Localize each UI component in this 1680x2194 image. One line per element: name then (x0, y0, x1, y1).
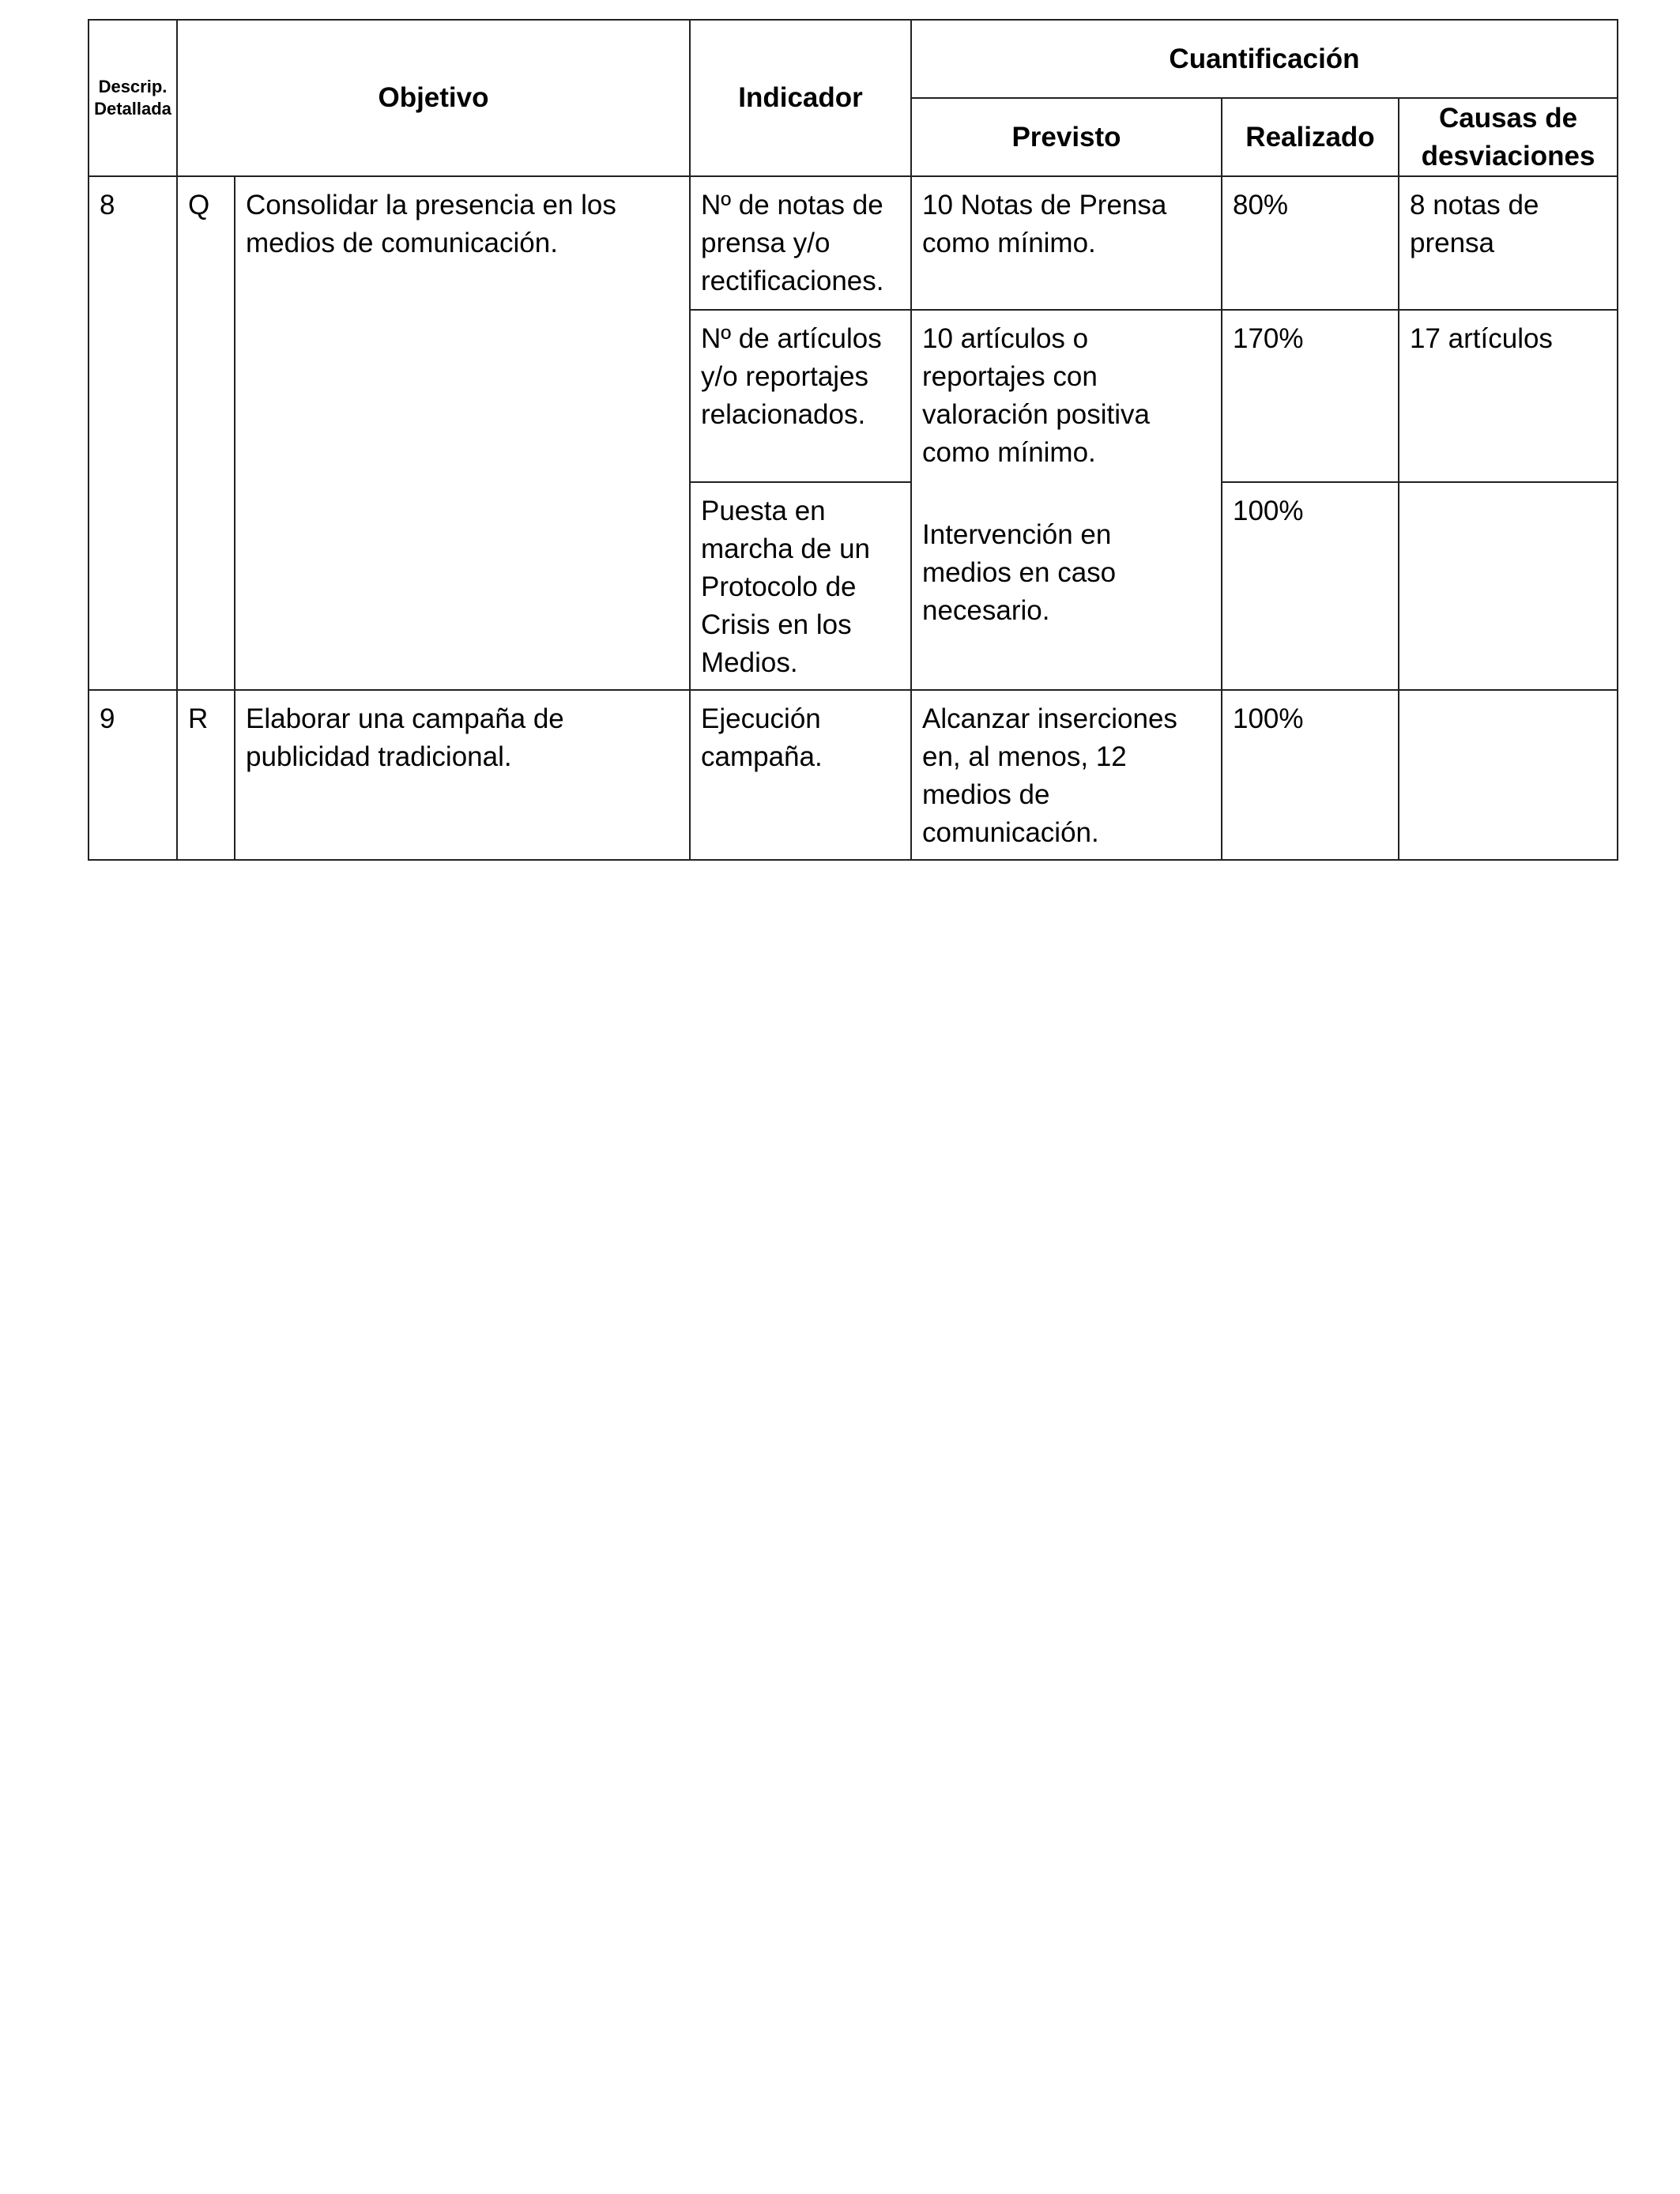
causas-line: 17 artículos (1410, 323, 1553, 354)
indicador-line: relacionados. (701, 399, 866, 430)
indicador-line: Puesta en (701, 496, 826, 526)
realizado-cell: 100% (1222, 482, 1399, 690)
causas-cell (1399, 482, 1618, 690)
realizado-cell: 80% (1222, 176, 1399, 310)
indicador-line: Medios. (701, 647, 798, 678)
objetivo-line: publicidad tradicional. (246, 741, 512, 772)
objetivo-line: medios de comunicación. (246, 228, 558, 258)
objetivo-line: Elaborar una campaña de (246, 703, 564, 734)
previsto-line: medios de (922, 779, 1050, 810)
causas-cell (1399, 690, 1618, 860)
indicador-cell (690, 482, 911, 690)
indicador-line: Protocolo de (701, 571, 857, 602)
previsto-line: medios en caso (922, 557, 1117, 588)
row-type: R (177, 690, 235, 860)
previsto-cell (911, 690, 1222, 860)
previsto-line: Alcanzar inserciones (922, 703, 1177, 734)
previsto-cell (911, 176, 1222, 310)
row-number: 9 (89, 690, 177, 860)
previsto-block (922, 320, 1211, 472)
indicador-cell (690, 690, 911, 860)
objetivo-cell (235, 690, 690, 860)
previsto-line: como mínimo. (922, 228, 1096, 258)
header-descrip-line2: Detallada (94, 99, 171, 119)
indicador-line: Ejecución (701, 703, 821, 734)
previsto-line: 10 Notas de Prensa (922, 190, 1167, 221)
indicador-line: prensa y/o (701, 228, 831, 258)
indicador-line: Nº de notas de (701, 190, 883, 221)
previsto-block (922, 516, 1211, 630)
previsto-line: necesario. (922, 595, 1050, 626)
header-objetivo: Objetivo (177, 20, 690, 176)
previsto-line: en, al menos, 12 (922, 741, 1127, 772)
previsto-line: Intervención en (922, 519, 1112, 550)
table-row (89, 176, 1618, 310)
indicador-line: Nº de artículos (701, 323, 882, 354)
header-previsto: Previsto (911, 98, 1222, 176)
header-indicador: Indicador (690, 20, 911, 176)
indicador-line: campaña. (701, 741, 823, 772)
row-number: 8 (89, 176, 177, 690)
previsto-line: como mínimo. (922, 437, 1096, 468)
indicador-line: marcha de un (701, 533, 871, 564)
header-causas (1399, 98, 1618, 176)
causas-line: 8 notas de (1410, 190, 1539, 221)
previsto-line: reportajes con (922, 361, 1098, 392)
objetivo-line: Consolidar la presencia en los (246, 190, 616, 221)
header-realizado: Realizado (1222, 98, 1399, 176)
header-descrip-line1: Descrip. (98, 77, 168, 96)
header-causas-line1: Causas de (1438, 102, 1578, 134)
realizado-cell: 170% (1222, 310, 1399, 482)
previsto-line: comunicación. (922, 817, 1099, 848)
indicador-line: Crisis en los (701, 609, 852, 640)
previsto-line: valoración positiva (922, 399, 1150, 430)
indicador-line: y/o reportajes (701, 361, 869, 392)
objetivo-cell (235, 176, 690, 690)
realizado-cell: 100% (1222, 690, 1399, 860)
previsto-cell-merged (911, 310, 1222, 690)
causas-cell (1399, 310, 1618, 482)
causas-line: prensa (1410, 228, 1495, 258)
header-causas-line2: desviaciones (1421, 140, 1595, 172)
table-row (89, 690, 1618, 860)
objectives-table (88, 19, 1618, 861)
header-cuantificacion: Cuantificación (911, 20, 1618, 98)
indicador-cell (690, 176, 911, 310)
row-type: Q (177, 176, 235, 690)
indicador-line: rectificaciones. (701, 266, 884, 296)
previsto-line: 10 artículos o (922, 323, 1089, 354)
causas-cell (1399, 176, 1618, 310)
indicador-cell (690, 310, 911, 482)
header-descrip-detallada (89, 20, 177, 176)
